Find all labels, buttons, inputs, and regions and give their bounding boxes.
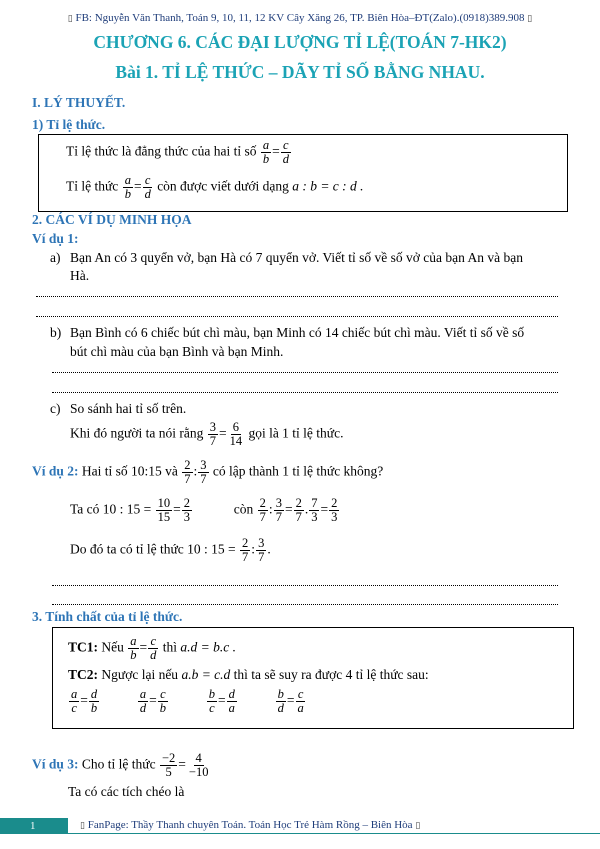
fraction: $\frac{a}{b}$ [124, 173, 131, 202]
fraction: $\frac{c}{d}$ [150, 634, 157, 663]
example-3-line-2: Ta có các tích chéo là [68, 784, 185, 799]
box-glyph-icon: ▯ [67, 14, 73, 24]
page-header [0, 12, 600, 24]
box-glyph-icon: ▯ [80, 821, 85, 831]
box-glyph-icon: ▯ [415, 821, 421, 831]
fraction: $\frac{4}{-10}$ [188, 751, 209, 780]
fraction: $\frac{a}{b}$ [130, 634, 137, 663]
answer-line [52, 604, 558, 605]
example-2-question: Ví dụ 2: Hai tỉ số 10:15 và $\frac{2}{7}$ : $\frac{3}{7}$ có lập thành 1 tỉ lệ thức không? [32, 458, 384, 487]
example-1b-text-2: bút chì màu của bạn Bình và bạn Minh. [70, 344, 284, 359]
fraction: $\frac{3}{7}$ [209, 420, 216, 449]
fraction: $\frac{6}{14}$ [229, 420, 243, 449]
fraction: $\frac{a}{c}$ [71, 687, 78, 716]
fraction: $\frac{3}{7}$ [258, 536, 265, 565]
definition-line-1: Tỉ lệ thức là đẳng thức của hai tỉ số $\frac{a}{b}$ = $\frac{c}{d}$ [66, 138, 289, 167]
footer-text: FanPage: Thầy Thanh chuyên Toán. Toán Học Trẻ Hàm Rồng – Biên Hòa [87, 819, 413, 831]
lesson-title: Bài 1. TỈ LỆ THỨC – DÃY TỈ SỐ BẰNG NHAU. [115, 62, 485, 82]
footer-rule [68, 833, 600, 834]
section-examples: 2. CÁC VÍ DỤ MINH HỌA [32, 212, 192, 227]
example-1a-text-2: Hà. [70, 268, 90, 283]
fraction: $\frac{3}{7}$ [275, 496, 282, 525]
example-2-label: Ví dụ 2: [32, 463, 79, 479]
example-3: Ví dụ 3: Cho tỉ lệ thức $\frac{-2}{5}$ = $\frac{4}{-10}$ [32, 751, 209, 780]
fraction: $\frac{2}{7}$ [242, 536, 249, 565]
fraction: $\frac{c}{d}$ [282, 138, 289, 167]
fraction: $\frac{c}{b}$ [159, 687, 166, 716]
fraction: $\frac{2}{7}$ [295, 496, 302, 525]
fraction: $\frac{a}{d}$ [139, 687, 147, 716]
fraction: $\frac{7}{3}$ [311, 496, 318, 525]
property-2-proportions: $\frac{a}{c}$ = $\frac{d}{b}$ $\frac{a}{d}$ = $\frac{c}{b}$ $\frac{b}{c}$ = $\frac{d}{a}$ $\frac{b}{d}$ = $\frac{c}{a}$ [71, 687, 304, 716]
fraction: $\frac{b}{d}$ [277, 687, 284, 716]
example-1b-text: Bạn Bình có 6 chiếc bút chì màu, bạn Minh có 14 chiếc bút chì màu. Viết tỉ số về số [70, 325, 525, 340]
fraction: $\frac{2}{7}$ [184, 458, 191, 487]
fraction: $\frac{c}{d}$ [144, 173, 151, 202]
fraction: $\frac{2}{3}$ [331, 496, 338, 525]
example-3-label: Ví dụ 3: [32, 756, 79, 772]
item-label: b) [50, 325, 62, 340]
answer-line [52, 585, 558, 586]
fraction: $\frac{2}{7}$ [259, 496, 266, 525]
example-1a-text: Bạn An có 3 quyển vở, bạn Hà có 7 quyển vở. Viết tỉ số về số vở của bạn An và bạn [70, 250, 524, 265]
example-1-label: Ví dụ 1: [32, 231, 79, 246]
answer-line [52, 372, 558, 373]
fraction: $\frac{10}{15}$ [157, 496, 171, 525]
fraction: $\frac{2}{3}$ [183, 496, 191, 525]
section-properties: 3. Tính chất của tỉ lệ thức. [32, 609, 183, 624]
item-label: c) [50, 401, 61, 416]
answer-line [36, 316, 558, 317]
fraction: $\frac{d}{a}$ [228, 687, 235, 716]
example-2-answer: Ta có 10 : 15 = $\frac{10}{15}$ = $\frac{2}{3}$ còn $\frac{2}{7}$ : $\frac{3}{7}$ = $\frac{2}{7}$ . $\frac{7}{3}$ = $\frac{2}{3}$ [70, 496, 338, 525]
fraction: $\frac{3}{7}$ [200, 458, 207, 487]
answer-line [36, 296, 558, 297]
fraction: $\frac{c}{a}$ [297, 687, 304, 716]
property-2: TC2: Ngược lại nếu a.b = c.d thì ta sẽ suy ra được 4 tỉ lệ thức sau: [68, 667, 429, 682]
header-text: FB: Nguyễn Văn Thanh, Toán 9, 10, 11, 12 KV Cây Xăng 26, TP. Biên Hòa–ĐT(Zalo).(0918)389.908 [75, 12, 525, 24]
definition-line-2: Tỉ lệ thức $\frac{a}{b}$ = $\frac{c}{d}$ còn được viết dưới dạng a : b = c : d . [66, 173, 364, 202]
example-2-conclusion: Do đó ta có tỉ lệ thức 10 : 15 = $\frac{2}{7}$ : $\frac{3}{7}$ . [70, 536, 271, 565]
page-number: 1 [0, 818, 68, 834]
fraction: $\frac{b}{c}$ [208, 687, 215, 716]
fraction: $\frac{a}{b}$ [262, 138, 270, 167]
footer-text-wrap [80, 819, 420, 831]
fraction: $\frac{d}{b}$ [90, 687, 98, 716]
chapter-title: CHƯƠNG 6. CÁC ĐẠI LƯỢNG TỈ LỆ(TOÁN 7-HK2) [93, 32, 507, 52]
item-label: a) [50, 250, 61, 265]
fraction: $\frac{-2}{5}$ [161, 751, 176, 780]
subsection-proportion: 1) Tỉ lệ thức. [32, 117, 106, 132]
property-1: TC1: Nếu $\frac{a}{b}$ = $\frac{c}{d}$ thì a.d = b.c . [68, 634, 236, 663]
box-glyph-icon: ▯ [527, 14, 533, 24]
example-1c-text: So sánh hai tỉ số trên. [70, 401, 187, 416]
example-1c-conclusion: Khi đó người ta nói rằng $\frac{3}{7}$ = $\frac{6}{14}$ gọi là 1 tỉ lệ thức. [70, 420, 344, 449]
page-footer [0, 818, 600, 834]
section-theory: I. LÝ THUYẾT. [32, 95, 126, 110]
answer-line [52, 392, 558, 393]
